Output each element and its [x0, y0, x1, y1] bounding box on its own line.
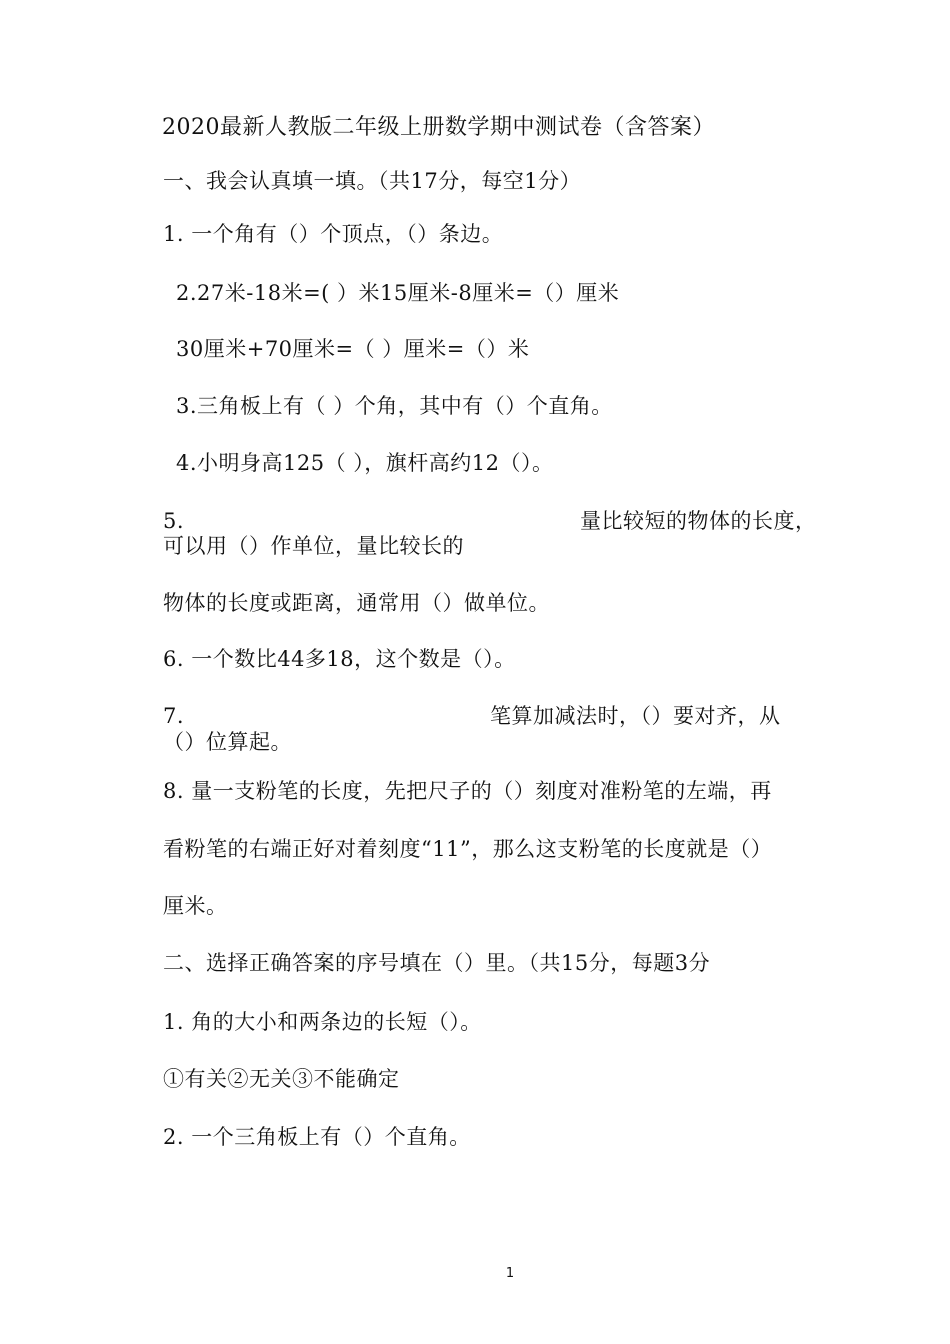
question-1-8-line3: 厘米。	[163, 894, 228, 918]
section2-heading: 二、选择正确答案的序号填在（）里。（共15分，每题3分	[163, 951, 711, 975]
question-2-1-options: ①有关②无关③不能确定	[163, 1067, 400, 1091]
question-1-3: 3.三角板上有（ ）个角，其中有（）个直角。	[176, 394, 613, 418]
page-number: 1	[505, 1266, 515, 1281]
question-1-6: 6. 一个数比44多18，这个数是（）。	[163, 647, 516, 671]
question-1-2-line1: 2.27米-18米=( ）米15厘米-8厘米=（）厘米	[176, 281, 620, 305]
question-1-8-line1: 8. 量一支粉笔的长度，先把尺子的（）刻度对准粉笔的左端，再	[163, 779, 772, 803]
question-1-2-line2: 30厘米+70厘米=（ ）厘米=（）米	[176, 337, 530, 361]
question-1-7-line2: （）位算起。	[163, 730, 292, 754]
question-1-7-right: 笔算加减法时，（）要对齐，从	[490, 704, 781, 728]
question-2-2: 2. 一个三角板上有（）个直角。	[163, 1125, 471, 1149]
question-2-1: 1. 角的大小和两条边的长短（）。	[163, 1010, 482, 1034]
question-1-8-line2: 看粉笔的右端正好对着刻度“11”，那么这支粉笔的长度就是（）	[163, 837, 773, 861]
question-1-5-line2: 可以用（）作单位，量比较长的	[163, 534, 464, 558]
question-1-5-line3: 物体的长度或距离，通常用（）做单位。	[163, 591, 550, 615]
question-1-5-right: 量比较短的物体的长度，	[580, 509, 817, 533]
section1-heading: 一、我会认真填一填。（共17分，每空1分）	[163, 169, 582, 193]
document-title: 2020最新人教版二年级上册数学期中测试卷（含答案）	[162, 115, 715, 140]
question-1-7-number: 7.	[163, 704, 185, 728]
question-1-4: 4.小明身高125（ ），旗杆高约12（）。	[176, 451, 554, 475]
question-1-5-number: 5.	[163, 509, 185, 533]
question-1-1: 1. 一个角有（）个顶点，（）条边。	[163, 222, 504, 246]
